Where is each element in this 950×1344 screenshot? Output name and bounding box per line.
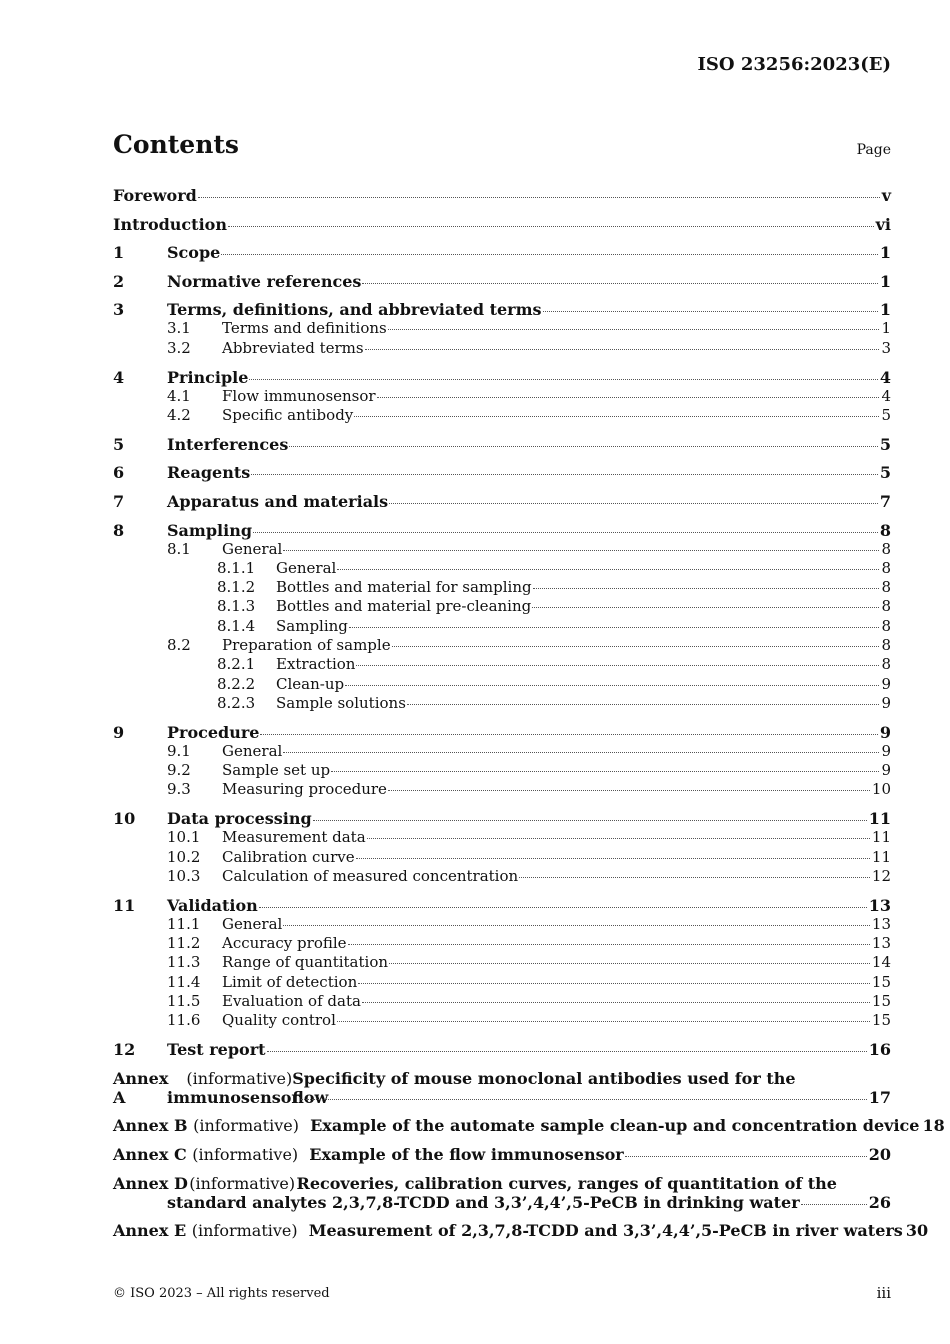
leader-dots [533, 588, 880, 589]
annex-title: Example of the automate sample clean-up and concentration device [310, 1116, 920, 1136]
page-number: iii [876, 1284, 891, 1302]
leader-dots [249, 379, 877, 380]
leader-dots [356, 665, 879, 666]
annex-type: (informative) [191, 1221, 298, 1241]
leader-dots [389, 503, 878, 504]
toc-entry-annex-b[interactable] [113, 1116, 945, 1136]
toc-title: General [222, 741, 283, 760]
toc-page: 9 [881, 674, 891, 693]
toc-title: Extraction [276, 655, 356, 674]
toc-number: 11.5 [167, 991, 201, 1010]
toc-title: Terms, definitions, and abbreviated terms [167, 300, 542, 320]
table-of-contents [113, 186, 945, 1241]
toc-entry-11-6[interactable] [113, 1011, 891, 1030]
toc-entry-8-2[interactable] [113, 636, 891, 655]
toc-entry-11-1[interactable] [113, 915, 891, 934]
toc-number: 9 [113, 722, 125, 742]
leader-dots [283, 752, 879, 753]
toc-page: 30 [905, 1221, 929, 1241]
copyright-notice: © ISO 2023 – All rights reserved [113, 1286, 330, 1301]
toc-entry-10-1[interactable] [113, 828, 891, 847]
toc-entry-clause-12[interactable] [113, 1040, 891, 1059]
toc-number: 11.2 [167, 934, 201, 953]
toc-entry-8-2-3[interactable] [113, 694, 891, 713]
annex-title-line2: immunosensor [167, 1087, 300, 1107]
leader-dots [337, 569, 879, 570]
annex-type: (informative) [186, 1068, 293, 1088]
leader-dots [228, 226, 874, 227]
leader-dots [337, 1021, 870, 1022]
toc-number: 3.2 [167, 338, 191, 357]
leader-dots [345, 685, 879, 686]
leader-dots [543, 311, 878, 312]
toc-entry-8-2-2[interactable] [113, 675, 891, 694]
toc-number: 11.6 [167, 1011, 201, 1030]
toc-entry-8-2-1[interactable] [113, 655, 891, 674]
toc-page: 8 [881, 578, 891, 597]
toc-title: Test report [167, 1040, 266, 1060]
toc-page: 4 [879, 367, 891, 387]
toc-entry-8-1-2[interactable] [113, 578, 891, 597]
toc-page: 5 [879, 463, 891, 483]
annex-type: (informative) [192, 1144, 299, 1164]
toc-page: 14 [871, 953, 891, 972]
leader-dots [389, 963, 870, 964]
contents-header [113, 130, 891, 166]
toc-page: 15 [871, 972, 891, 991]
toc-entry-3-2[interactable] [113, 339, 891, 358]
toc-number: 4.1 [167, 386, 191, 405]
toc-title: Principle [167, 367, 249, 387]
toc-title: Foreword [113, 186, 197, 205]
annex-type: (informative) [193, 1116, 299, 1136]
toc-number: 3 [113, 300, 125, 320]
toc-entry-clause-5[interactable] [113, 435, 891, 454]
toc-number: 11.4 [167, 972, 201, 991]
toc-page: 4 [881, 386, 891, 405]
toc-page: 8 [881, 539, 891, 558]
toc-entry-annex-a[interactable] [113, 1069, 891, 1107]
toc-number: 8.1.2 [217, 578, 256, 597]
page-column-label: Page [856, 142, 891, 158]
leader-dots [198, 197, 880, 198]
toc-number: 9.1 [167, 741, 191, 760]
toc-page: 13 [868, 895, 891, 915]
toc-number: 8.2.1 [217, 655, 256, 674]
annex-title: Measurement of 2,3,7,8-TCDD and 3,3’,4,4’,5-PeCB in river waters [308, 1221, 903, 1241]
toc-entry-11-5[interactable] [113, 992, 891, 1011]
toc-title: Sampling [276, 616, 348, 635]
toc-title: Preparation of sample [222, 636, 391, 655]
toc-number: 8 [113, 520, 125, 540]
toc-title: Bottles and material pre-cleaning [276, 597, 532, 616]
toc-number: 8.1.4 [217, 616, 256, 635]
toc-entry-introduction[interactable] [113, 215, 891, 234]
leader-dots [349, 627, 880, 628]
toc-title: Bottles and material for sampling [276, 578, 532, 597]
toc-page: 26 [868, 1192, 891, 1212]
toc-title: Calculation of measured concentration [222, 866, 519, 885]
toc-title: Reagents [167, 463, 251, 483]
toc-page: 5 [879, 434, 891, 454]
toc-entry-9-1[interactable] [113, 742, 891, 761]
toc-page: 11 [871, 828, 891, 847]
leader-dots [358, 983, 870, 984]
toc-page: 8 [879, 520, 891, 540]
leader-dots [367, 838, 870, 839]
leader-dots [362, 1002, 870, 1003]
leader-dots [392, 646, 880, 647]
toc-number: 8.1 [167, 539, 191, 558]
toc-title: Sample solutions [276, 693, 406, 712]
toc-title: Normative references [167, 271, 362, 291]
toc-number: 11.3 [167, 953, 201, 972]
toc-page: 7 [879, 491, 891, 511]
toc-number: 1 [113, 243, 125, 263]
toc-page: 20 [868, 1144, 891, 1164]
toc-page: 13 [871, 934, 891, 953]
leader-dots [388, 329, 880, 330]
toc-title: Limit of detection [222, 972, 358, 991]
toc-page: 16 [868, 1040, 891, 1060]
toc-title: Scope [167, 243, 221, 263]
annex-title-line1: Recoveries, calibration curves, ranges of quantitation of the [296, 1173, 837, 1193]
toc-page: 1 [879, 243, 891, 263]
toc-entry-8-1-1[interactable] [113, 559, 891, 578]
toc-entry-11-4[interactable] [113, 973, 891, 992]
toc-title: Abbreviated terms [222, 338, 364, 357]
toc-entry-10-3[interactable] [113, 867, 891, 886]
toc-entry-9-3[interactable] [113, 780, 891, 799]
toc-entry-3-1[interactable] [113, 319, 891, 338]
toc-entry-9-2[interactable] [113, 761, 891, 780]
toc-page: 10 [871, 780, 891, 799]
toc-number: 8.2.3 [217, 693, 256, 712]
toc-page: 17 [868, 1087, 891, 1107]
toc-page: 8 [881, 597, 891, 616]
toc-number: 11.1 [167, 914, 201, 933]
toc-entry-8-1-4[interactable] [113, 617, 891, 636]
leader-dots [362, 283, 877, 284]
toc-title: Introduction [113, 214, 227, 234]
toc-number: 3.1 [167, 319, 191, 338]
toc-page: 15 [871, 1011, 891, 1030]
toc-title: Flow immunosensor [222, 386, 376, 405]
toc-number: 9.2 [167, 761, 191, 780]
toc-number: 2 [113, 271, 125, 291]
toc-title: Measuring procedure [222, 780, 387, 799]
toc-page: 12 [871, 866, 891, 885]
toc-title: Validation [167, 895, 258, 915]
toc-number: 12 [113, 1040, 136, 1060]
toc-entry-clause-6[interactable] [113, 463, 891, 482]
toc-entry-10-2[interactable] [113, 848, 891, 867]
toc-entry-8-1-3[interactable] [113, 597, 891, 616]
toc-title: General [222, 539, 283, 558]
leader-dots [377, 397, 880, 398]
toc-entry-8-1[interactable] [113, 540, 891, 559]
toc-number: 4 [113, 367, 125, 387]
toc-page: 1 [879, 300, 891, 320]
toc-page: 8 [881, 616, 891, 635]
toc-entry-clause-7[interactable] [113, 492, 891, 511]
toc-page: 18 [922, 1116, 945, 1136]
toc-number: 5 [113, 434, 125, 454]
toc-entry-clause-4[interactable] [113, 368, 891, 387]
page-title: Contents [113, 130, 240, 159]
toc-page: 11 [871, 847, 891, 866]
toc-title: Sampling [167, 520, 253, 540]
toc-entry-annex-c[interactable] [113, 1145, 891, 1164]
leader-dots [301, 1099, 867, 1100]
leader-dots [519, 877, 870, 878]
annex-label: Annex E [113, 1221, 187, 1241]
toc-title: Clean-up [276, 674, 345, 693]
toc-entry-4-2[interactable] [113, 406, 891, 425]
toc-page: 1 [881, 319, 891, 338]
toc-title: Sample set up [222, 761, 331, 780]
leader-dots [283, 550, 879, 551]
toc-page: v [881, 186, 891, 205]
leader-dots [356, 858, 870, 859]
annex-label: Annex B [113, 1116, 188, 1136]
toc-number: 8.1.1 [217, 558, 256, 577]
annex-title-line2: standard analytes 2,3,7,8-TCDD and 3,3’,4,4’,5-PeCB in drinking water [167, 1192, 800, 1212]
document-id: ISO 23256:2023(E) [697, 54, 891, 75]
toc-entry-clause-10[interactable] [113, 809, 891, 828]
toc-title: Accuracy profile [222, 934, 347, 953]
toc-title: Evaluation of data [222, 991, 361, 1010]
toc-number: 9.3 [167, 780, 191, 799]
toc-entry-4-1[interactable] [113, 387, 891, 406]
toc-title: Specific antibody [222, 405, 354, 424]
toc-page: 9 [881, 761, 891, 780]
annex-title: Example of the flow immunosensor [309, 1144, 624, 1164]
toc-page: 8 [881, 636, 891, 655]
toc-title: General [222, 914, 283, 933]
toc-page: 8 [881, 558, 891, 577]
toc-number: 10.2 [167, 847, 201, 866]
leader-dots [260, 734, 877, 735]
toc-entry-clause-2[interactable] [113, 272, 891, 291]
leader-dots [625, 1156, 867, 1157]
toc-page: 5 [881, 405, 891, 424]
toc-number: 4.2 [167, 405, 191, 424]
toc-entry-clause-8[interactable] [113, 521, 891, 540]
toc-entry-clause-9[interactable] [113, 723, 891, 742]
toc-entry-11-2[interactable] [113, 934, 891, 953]
toc-entry-clause-11[interactable] [113, 896, 891, 915]
toc-title: Quality control [222, 1011, 336, 1030]
toc-entry-11-3[interactable] [113, 953, 891, 972]
leader-dots [221, 254, 878, 255]
toc-number: 8.2 [167, 636, 191, 655]
toc-entry-annex-e[interactable] [113, 1221, 929, 1241]
toc-number: 7 [113, 491, 125, 511]
toc-number: 10 [113, 809, 136, 829]
toc-title: Measurement data [222, 828, 366, 847]
leader-dots [801, 1204, 867, 1205]
toc-title: Apparatus and materials [167, 491, 389, 511]
toc-number: 10.1 [167, 828, 201, 847]
leader-dots [259, 907, 867, 908]
annex-type: (informative) [189, 1173, 296, 1193]
annex-label: Annex D [113, 1173, 188, 1193]
leader-dots [283, 925, 870, 926]
toc-page: 8 [881, 655, 891, 674]
toc-page: 9 [881, 741, 891, 760]
toc-page: 3 [881, 338, 891, 357]
leader-dots [267, 1051, 867, 1052]
toc-number: 8.2.2 [217, 674, 256, 693]
toc-number: 6 [113, 463, 125, 483]
leader-dots [407, 704, 880, 705]
toc-number: 11 [113, 895, 136, 915]
toc-page: 11 [868, 809, 891, 829]
toc-title: Data processing [167, 809, 312, 829]
toc-title: Procedure [167, 722, 260, 742]
toc-entry-foreword[interactable] [113, 186, 891, 205]
leader-dots [388, 790, 870, 791]
toc-entry-annex-d[interactable] [113, 1174, 891, 1212]
toc-title: Range of quantitation [222, 953, 389, 972]
leader-dots [532, 607, 879, 608]
toc-page: 9 [881, 693, 891, 712]
toc-page: 9 [879, 722, 891, 742]
toc-title: Calibration curve [222, 847, 355, 866]
leader-dots [313, 820, 867, 821]
leader-dots [348, 944, 870, 945]
toc-entry-clause-3[interactable] [113, 300, 891, 319]
toc-title: General [276, 558, 337, 577]
leader-dots [289, 446, 878, 447]
leader-dots [365, 349, 880, 350]
leader-dots [251, 474, 878, 475]
annex-label: Annex A [113, 1068, 169, 1107]
toc-entry-clause-1[interactable] [113, 243, 891, 262]
annex-label: Annex C [113, 1144, 187, 1164]
leader-dots [331, 771, 879, 772]
toc-number: 10.3 [167, 866, 201, 885]
leader-dots [354, 416, 879, 417]
toc-number: 8.1.3 [217, 597, 256, 616]
toc-page: vi [875, 214, 891, 234]
toc-title: Terms and definitions [222, 319, 387, 338]
annex-title-line1: Specificity of mouse monoclonal antibodies used for the flow [292, 1068, 796, 1107]
toc-page: 1 [879, 271, 891, 291]
toc-title: Interferences [167, 434, 289, 454]
leader-dots [253, 532, 878, 533]
toc-page: 15 [871, 991, 891, 1010]
toc-page: 13 [871, 914, 891, 933]
